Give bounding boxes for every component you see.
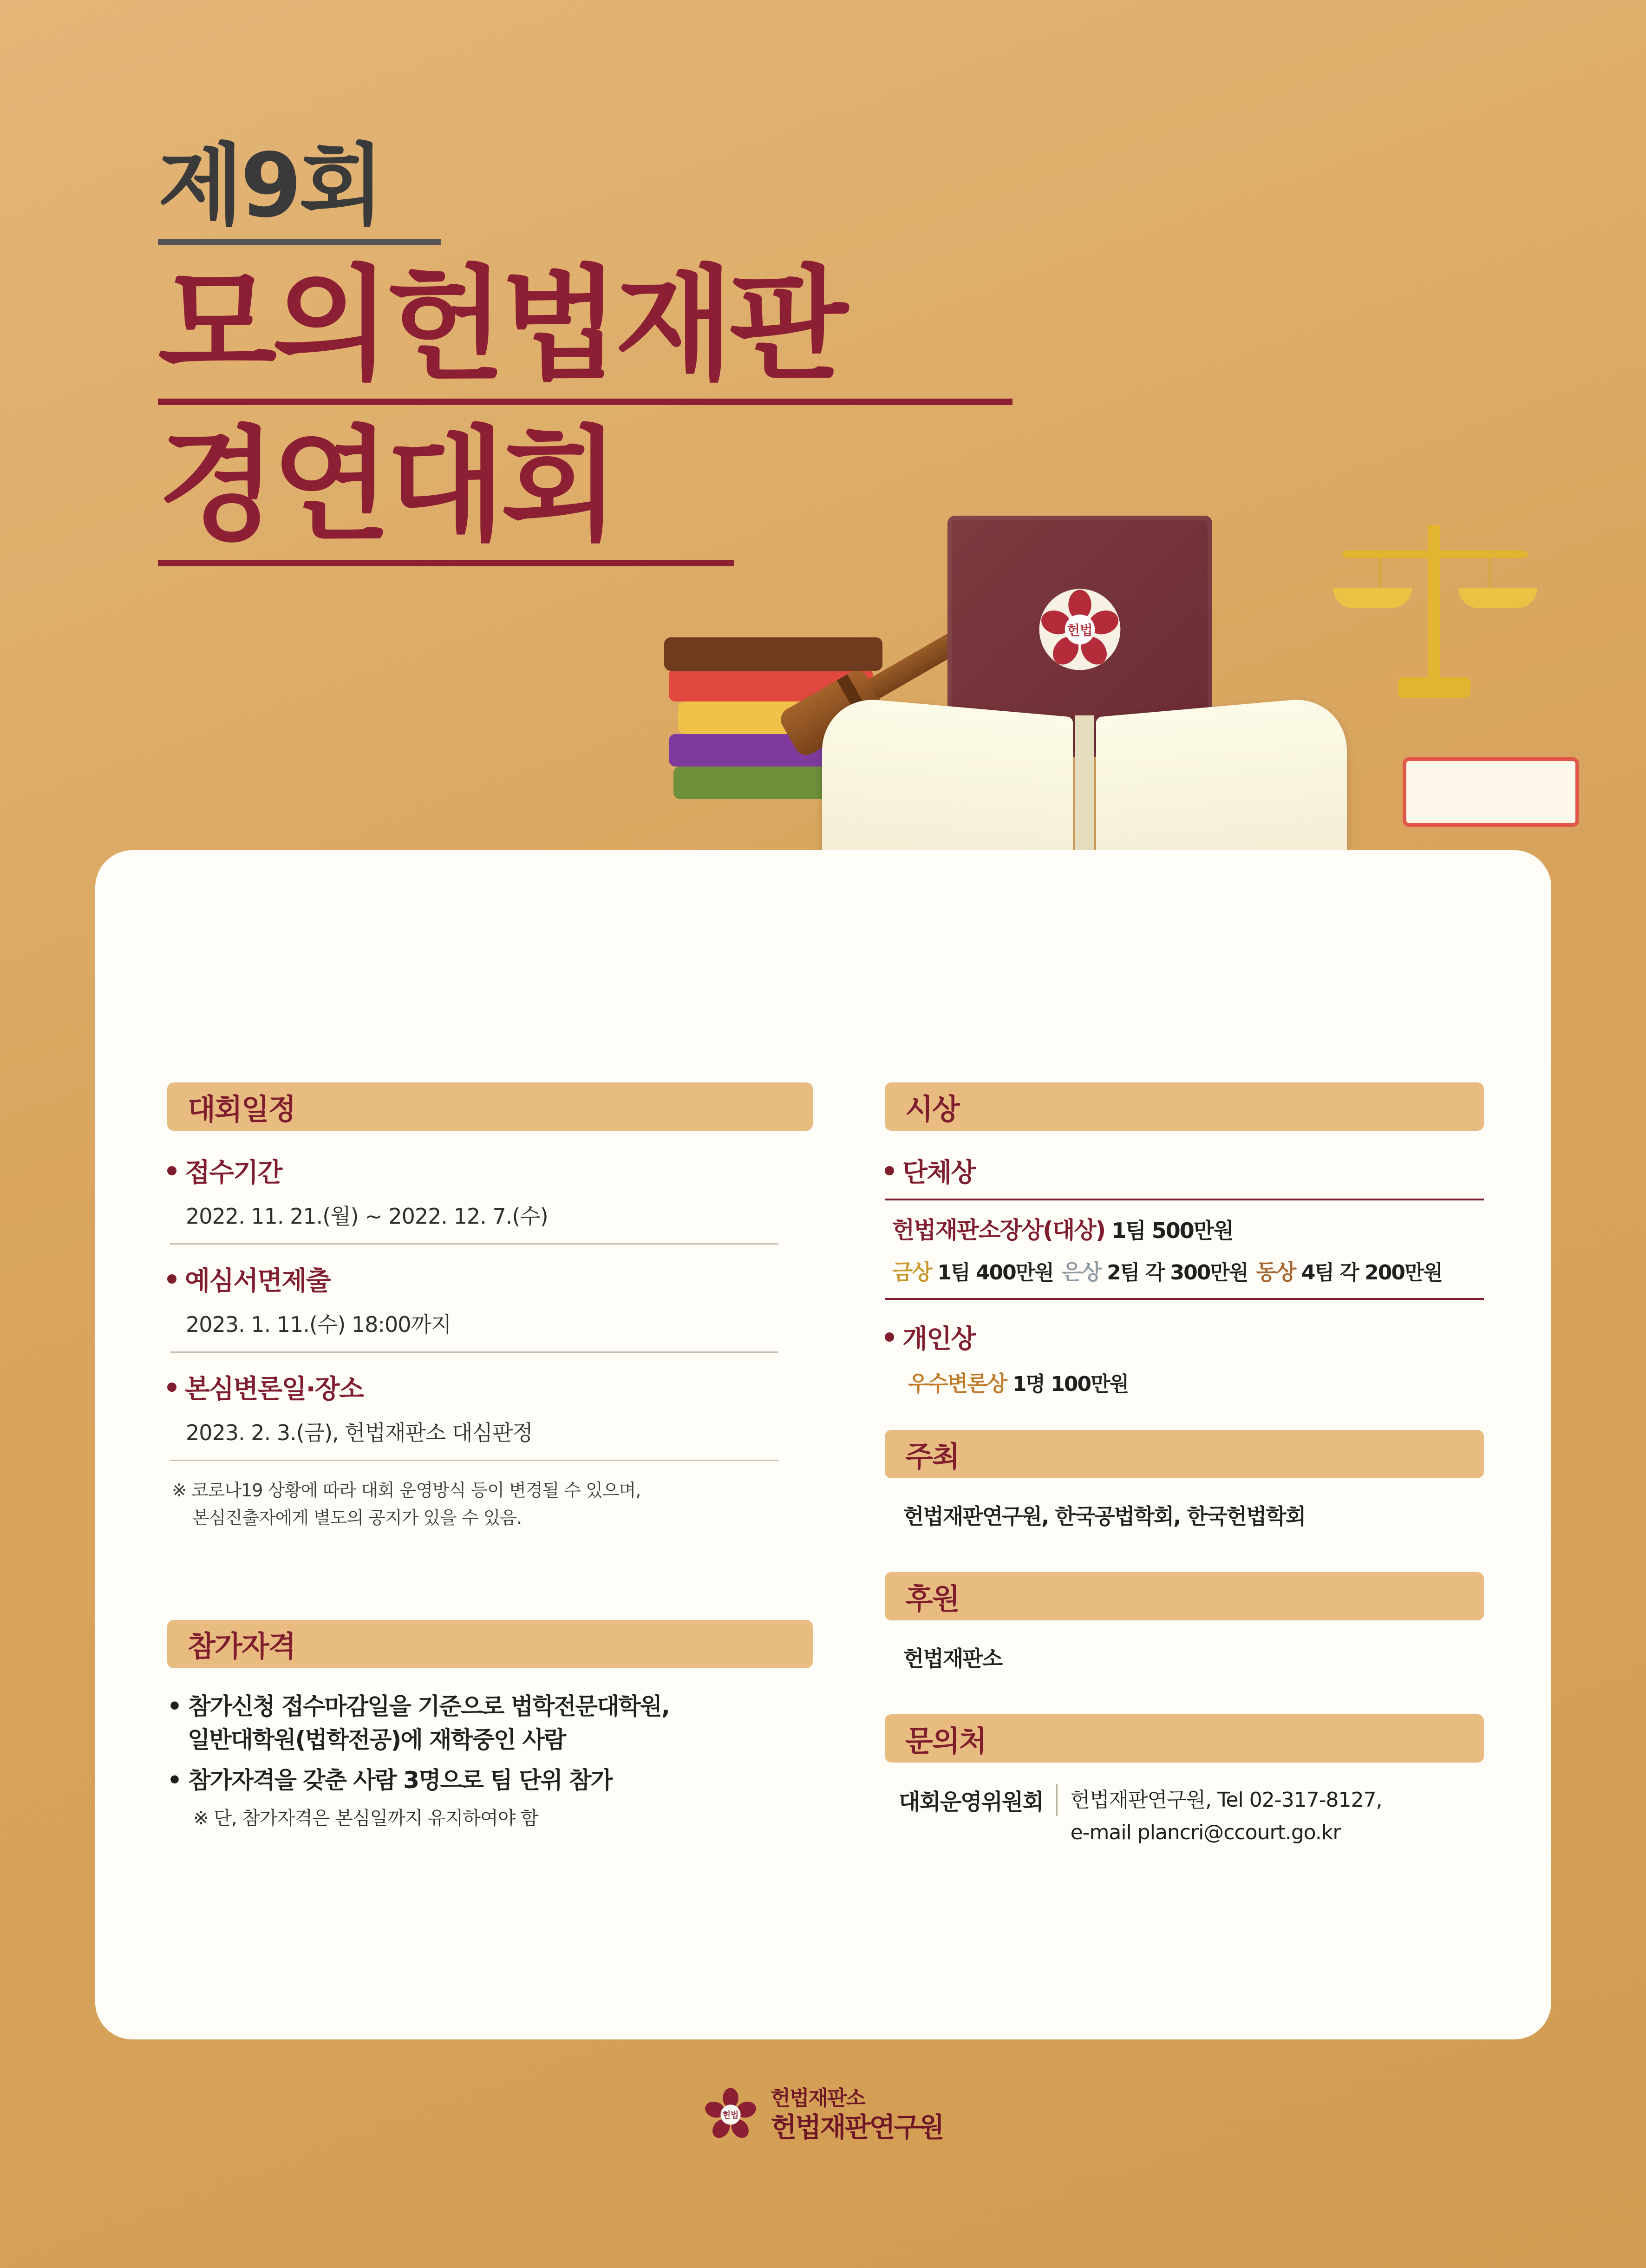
awards-individual-row	[908, 1367, 1484, 1397]
awards-individual-title: 개인상	[902, 1324, 975, 1354]
section-header-awards	[885, 1082, 1484, 1131]
footer-text	[771, 2086, 943, 2143]
footer-emblem-icon	[703, 2087, 758, 2143]
schedule-item-preliminary	[167, 1260, 813, 1338]
eligibility-line-1a: • 참가신청 접수마감일을 기준으로 법학전문대학원,	[167, 1692, 669, 1720]
awards-individual-title-row	[885, 1318, 1484, 1356]
section-header-sponsor	[885, 1572, 1484, 1620]
awards-rule-top	[885, 1199, 1484, 1200]
schedule-note-line-1: ※ 코로나19 상황에 따라 대회 운영방식 등이 변경될 수 있으며,	[172, 1480, 641, 1501]
schedule-item-final	[167, 1369, 813, 1447]
left-column	[167, 1082, 813, 1830]
awards-rank-row	[892, 1255, 1484, 1286]
section-header-contact	[885, 1714, 1484, 1763]
eligibility-sub-note: ※ 단, 참가자격은 본심일까지 유지하여야 함	[193, 1808, 538, 1829]
contact-value	[1058, 1784, 1382, 1849]
right-column	[885, 1082, 1484, 1849]
schedule-item-2-body: 2023. 2. 3.(금), 헌법재판소 대심판정	[186, 1420, 533, 1445]
schedule-item-application	[167, 1152, 813, 1230]
awards-rank-1-name: 은상	[1061, 1259, 1101, 1285]
emblem-text: 헌법	[1067, 623, 1093, 638]
eligibility-heading: 참가자격	[188, 1629, 295, 1664]
constitution-emblem-icon	[1036, 585, 1124, 674]
bullet-icon	[167, 1274, 176, 1284]
sponsor-body: 헌법재판소	[903, 1646, 1002, 1671]
schedule-item-1-title: 예심서면제출	[185, 1266, 330, 1296]
title-line-2: 경연대회	[158, 414, 615, 558]
awards-rank-0-name: 금상	[892, 1259, 932, 1285]
bullet-icon	[885, 1332, 894, 1342]
content-card	[95, 850, 1551, 2039]
awards-team-title-row	[885, 1152, 1484, 1189]
contact-label: 대회운영위원회	[899, 1784, 1058, 1816]
edition-label: 제9회	[158, 134, 382, 237]
divider	[170, 1460, 778, 1461]
eligibility-body	[167, 1690, 813, 1830]
awards-rank-2-name: 동상	[1256, 1259, 1296, 1285]
footer-emblem-text: 헌법	[723, 2111, 739, 2121]
host-body: 헌법재판연구원, 한국공법학회, 한국헌법학회	[903, 1504, 1306, 1529]
awards-rule-bottom	[885, 1298, 1484, 1300]
contact-line-2: e-mail plancri@ccourt.go.kr	[1070, 1821, 1341, 1845]
awards-rank-2-amount: 4팀 각 200만원	[1301, 1261, 1443, 1285]
awards-team-title: 단체상	[902, 1158, 975, 1188]
awards-grand-row	[892, 1212, 1484, 1245]
scales-of-justice-icon	[1333, 506, 1537, 729]
footer-line-1: 헌법재판소	[771, 2086, 865, 2110]
contact-line-1: 헌법재판연구원, Tel 02-317-8127,	[1070, 1788, 1382, 1812]
bullet-icon	[885, 1166, 894, 1175]
divider	[170, 1243, 778, 1245]
eligibility-line-1b: 일반대학원(법학전공)에 재학중인 사람	[188, 1726, 566, 1754]
bullet-icon	[167, 1166, 176, 1175]
section-header-eligibility	[167, 1620, 813, 1668]
schedule-item-0-body: 2022. 11. 21.(월) ~ 2022. 12. 7.(수)	[186, 1204, 548, 1229]
schedule-item-1-body: 2023. 1. 11.(수) 18:00까지	[186, 1312, 451, 1337]
sponsor-heading: 후원	[905, 1581, 959, 1616]
awards-individual-amount: 1명 100만원	[1012, 1372, 1129, 1396]
awards-grand-amount: 1팀 500만원	[1111, 1218, 1233, 1243]
schedule-item-0-title: 접수기간	[185, 1158, 282, 1188]
schedule-note-line-2: 본심진출자에게 별도의 공지가 있을 수 있음.	[192, 1507, 522, 1528]
host-heading: 주최	[905, 1439, 959, 1474]
schedule-item-2-title: 본심변론일·장소	[185, 1374, 363, 1404]
contact-heading: 문의처	[905, 1724, 986, 1758]
awards-rank-0-amount: 1팀 400만원	[937, 1261, 1053, 1285]
title-rule-dark	[158, 239, 441, 245]
awards-individual-name: 우수변론상	[908, 1371, 1007, 1396]
awards-grand-name: 헌법재판소장상(대상)	[892, 1217, 1105, 1244]
awards-rank-1-amount: 2팀 각 300만원	[1107, 1261, 1248, 1285]
small-book-icon	[1403, 757, 1579, 836]
schedule-heading: 대회일정	[188, 1092, 295, 1126]
section-header-host	[885, 1430, 1484, 1478]
divider	[170, 1351, 778, 1353]
footer-line-2: 헌법재판연구원	[771, 2111, 943, 2143]
bullet-icon	[167, 1383, 176, 1392]
eligibility-line-2: • 참가자격을 갖춘 사람 3명으로 팀 단위 참가	[167, 1766, 612, 1794]
contact-block	[899, 1784, 1484, 1849]
section-header-schedule	[167, 1082, 813, 1131]
awards-heading: 시상	[905, 1092, 959, 1126]
title-rule-red-1	[158, 399, 1012, 405]
footer-logo	[0, 2086, 1646, 2143]
title-line-1: 모의헌법재판	[158, 253, 843, 397]
schedule-note	[172, 1477, 813, 1532]
